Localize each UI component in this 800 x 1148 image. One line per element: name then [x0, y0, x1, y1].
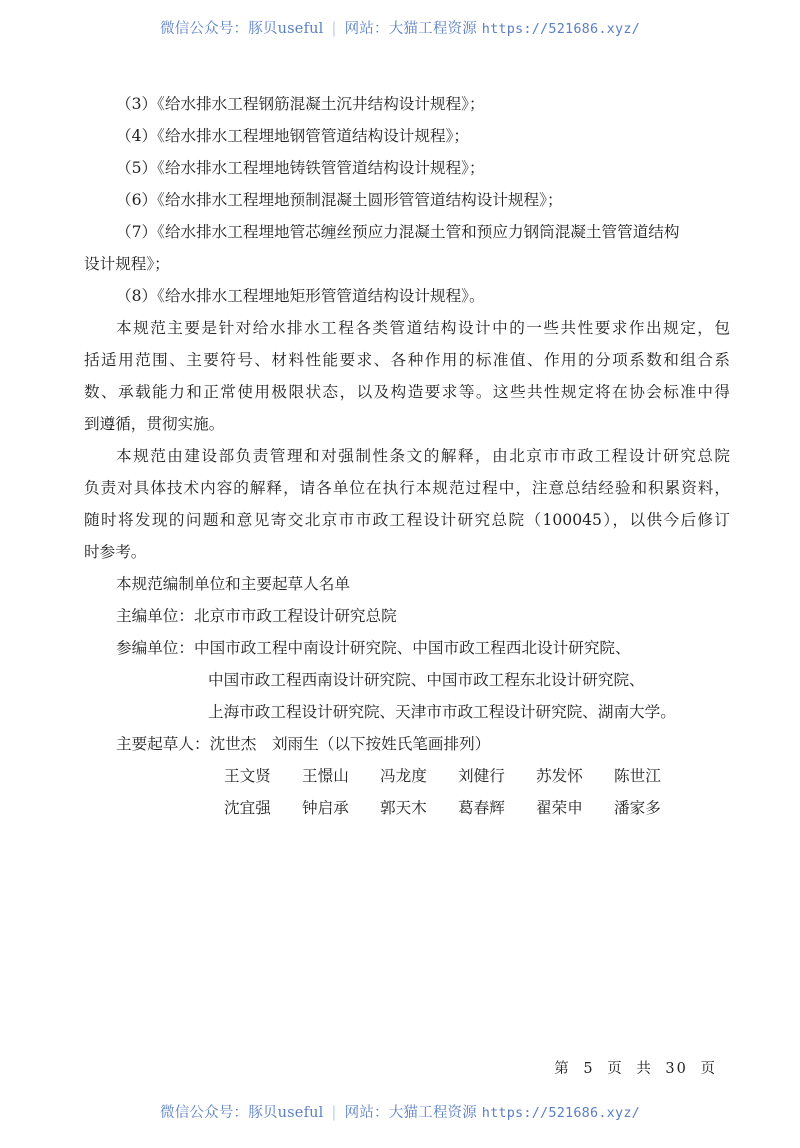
drafters-label: 主要起草人： — [116, 735, 210, 753]
paragraph-line: 本规范主要是针对给水排水工程各类管道结构设计中的一些共性要求作出规定，包 — [116, 319, 730, 337]
separator: | — [331, 1105, 337, 1121]
paragraph-management — [84, 440, 730, 568]
list-item-5: （5）《给水排水工程埋地铸铁管管道结构设计规程》； — [116, 159, 485, 177]
site-url: https://521686.xyz/ — [481, 21, 640, 37]
list-item-8: （8）《给水排水工程埋地矩形管管道结构设计规程》。 — [116, 287, 485, 305]
units-heading: 本规范编制单位和主要起草人名单 — [116, 575, 350, 593]
participating-units-row — [84, 632, 730, 664]
list-item-7-line2: 设计规程》； — [84, 255, 170, 273]
drafters-row — [84, 728, 730, 760]
drafters-leads: 沈世杰 刘雨生（以下按姓氏笔画排列） — [209, 735, 491, 753]
drafter-name: 潘家多 — [614, 799, 661, 817]
list-item-6: （6）《给水排水工程埋地预制混凝土圆形管管道结构设计规程》； — [116, 191, 563, 209]
chief-unit-label: 主编单位： — [116, 607, 194, 625]
drafter-name: 翟荣申 — [536, 799, 583, 817]
paragraph-line: 数、承载能力和正常使用极限状态，以及构造要求等。这些共性规定将在协会标准中得 — [84, 383, 730, 401]
paragraph-line: 括适用范围、主要符号、材料性能要求、各种作用的标准值、作用的分项系数和组合系 — [84, 351, 730, 369]
drafters-names-row-2 — [84, 792, 730, 824]
wechat-label: 微信公众号：豚贝useful — [160, 21, 324, 37]
paragraph-line: 到遵循，贯彻实施。 — [84, 415, 225, 433]
wechat-label: 微信公众号：豚贝useful — [160, 1105, 324, 1121]
site-label: 网站：大猫工程资源 — [344, 21, 477, 37]
drafter-name: 苏发怀 — [536, 767, 583, 785]
drafter-name: 葛春辉 — [458, 799, 505, 817]
drafter-name: 郭天木 — [380, 799, 427, 817]
list-item-4: （4）《给水排水工程埋地钢管管道结构设计规程》； — [116, 127, 469, 145]
drafter-name: 王文贤 — [224, 767, 271, 785]
drafter-name: 沈宜强 — [224, 799, 271, 817]
watermark-footer — [0, 1101, 800, 1122]
drafter-name: 王憬山 — [302, 767, 349, 785]
document-body — [84, 88, 730, 824]
paragraph-line: 负责对具体技术内容的解释，请各单位在执行本规范过程中，注意总结经验和积累资料， — [84, 479, 730, 497]
list-item-3: （3）《给水排水工程钢筋混凝土沉井结构设计规程》； — [116, 95, 485, 113]
separator: | — [331, 21, 337, 37]
chief-unit-row — [84, 600, 730, 632]
site-url: https://521686.xyz/ — [481, 1105, 640, 1121]
drafter-name: 陈世江 — [614, 767, 661, 785]
participating-unit-line: 中国市政工程西南设计研究院、中国市政工程东北设计研究院、 — [208, 671, 645, 689]
participating-units-label: 参编单位： — [116, 639, 194, 657]
paragraph-scope — [84, 312, 730, 440]
drafter-name: 刘健行 — [458, 767, 505, 785]
paragraph-line: 本规范由建设部负责管理和对强制性条文的解释，由北京市市政工程设计研究总院 — [116, 447, 730, 465]
watermark-header — [0, 17, 800, 38]
page-number: 第 5 页 共 30 页 — [554, 1061, 717, 1077]
site-label: 网站：大猫工程资源 — [344, 1105, 477, 1121]
participating-unit-line: 上海市政工程设计研究院、天津市市政工程设计研究院、湖南大学。 — [208, 703, 676, 721]
drafter-name: 钟启承 — [302, 799, 349, 817]
drafter-name: 冯龙度 — [380, 767, 427, 785]
list-item-7-line1: （7）《给水排水工程埋地管芯缠丝预应力混凝土管和预应力钢筒混凝土管管道结构 — [116, 223, 680, 241]
paragraph-line: 随时将发现的问题和意见寄交北京市市政工程设计研究总院（100045），以供今后修订 — [84, 511, 730, 529]
paragraph-line: 时参考。 — [84, 543, 147, 561]
drafters-names-row-1 — [84, 760, 730, 792]
participating-unit-line: 中国市政工程中南设计研究院、中国市政工程西北设计研究院、 — [193, 639, 631, 657]
chief-unit-value: 北京市市政工程设计研究总院 — [193, 607, 397, 625]
